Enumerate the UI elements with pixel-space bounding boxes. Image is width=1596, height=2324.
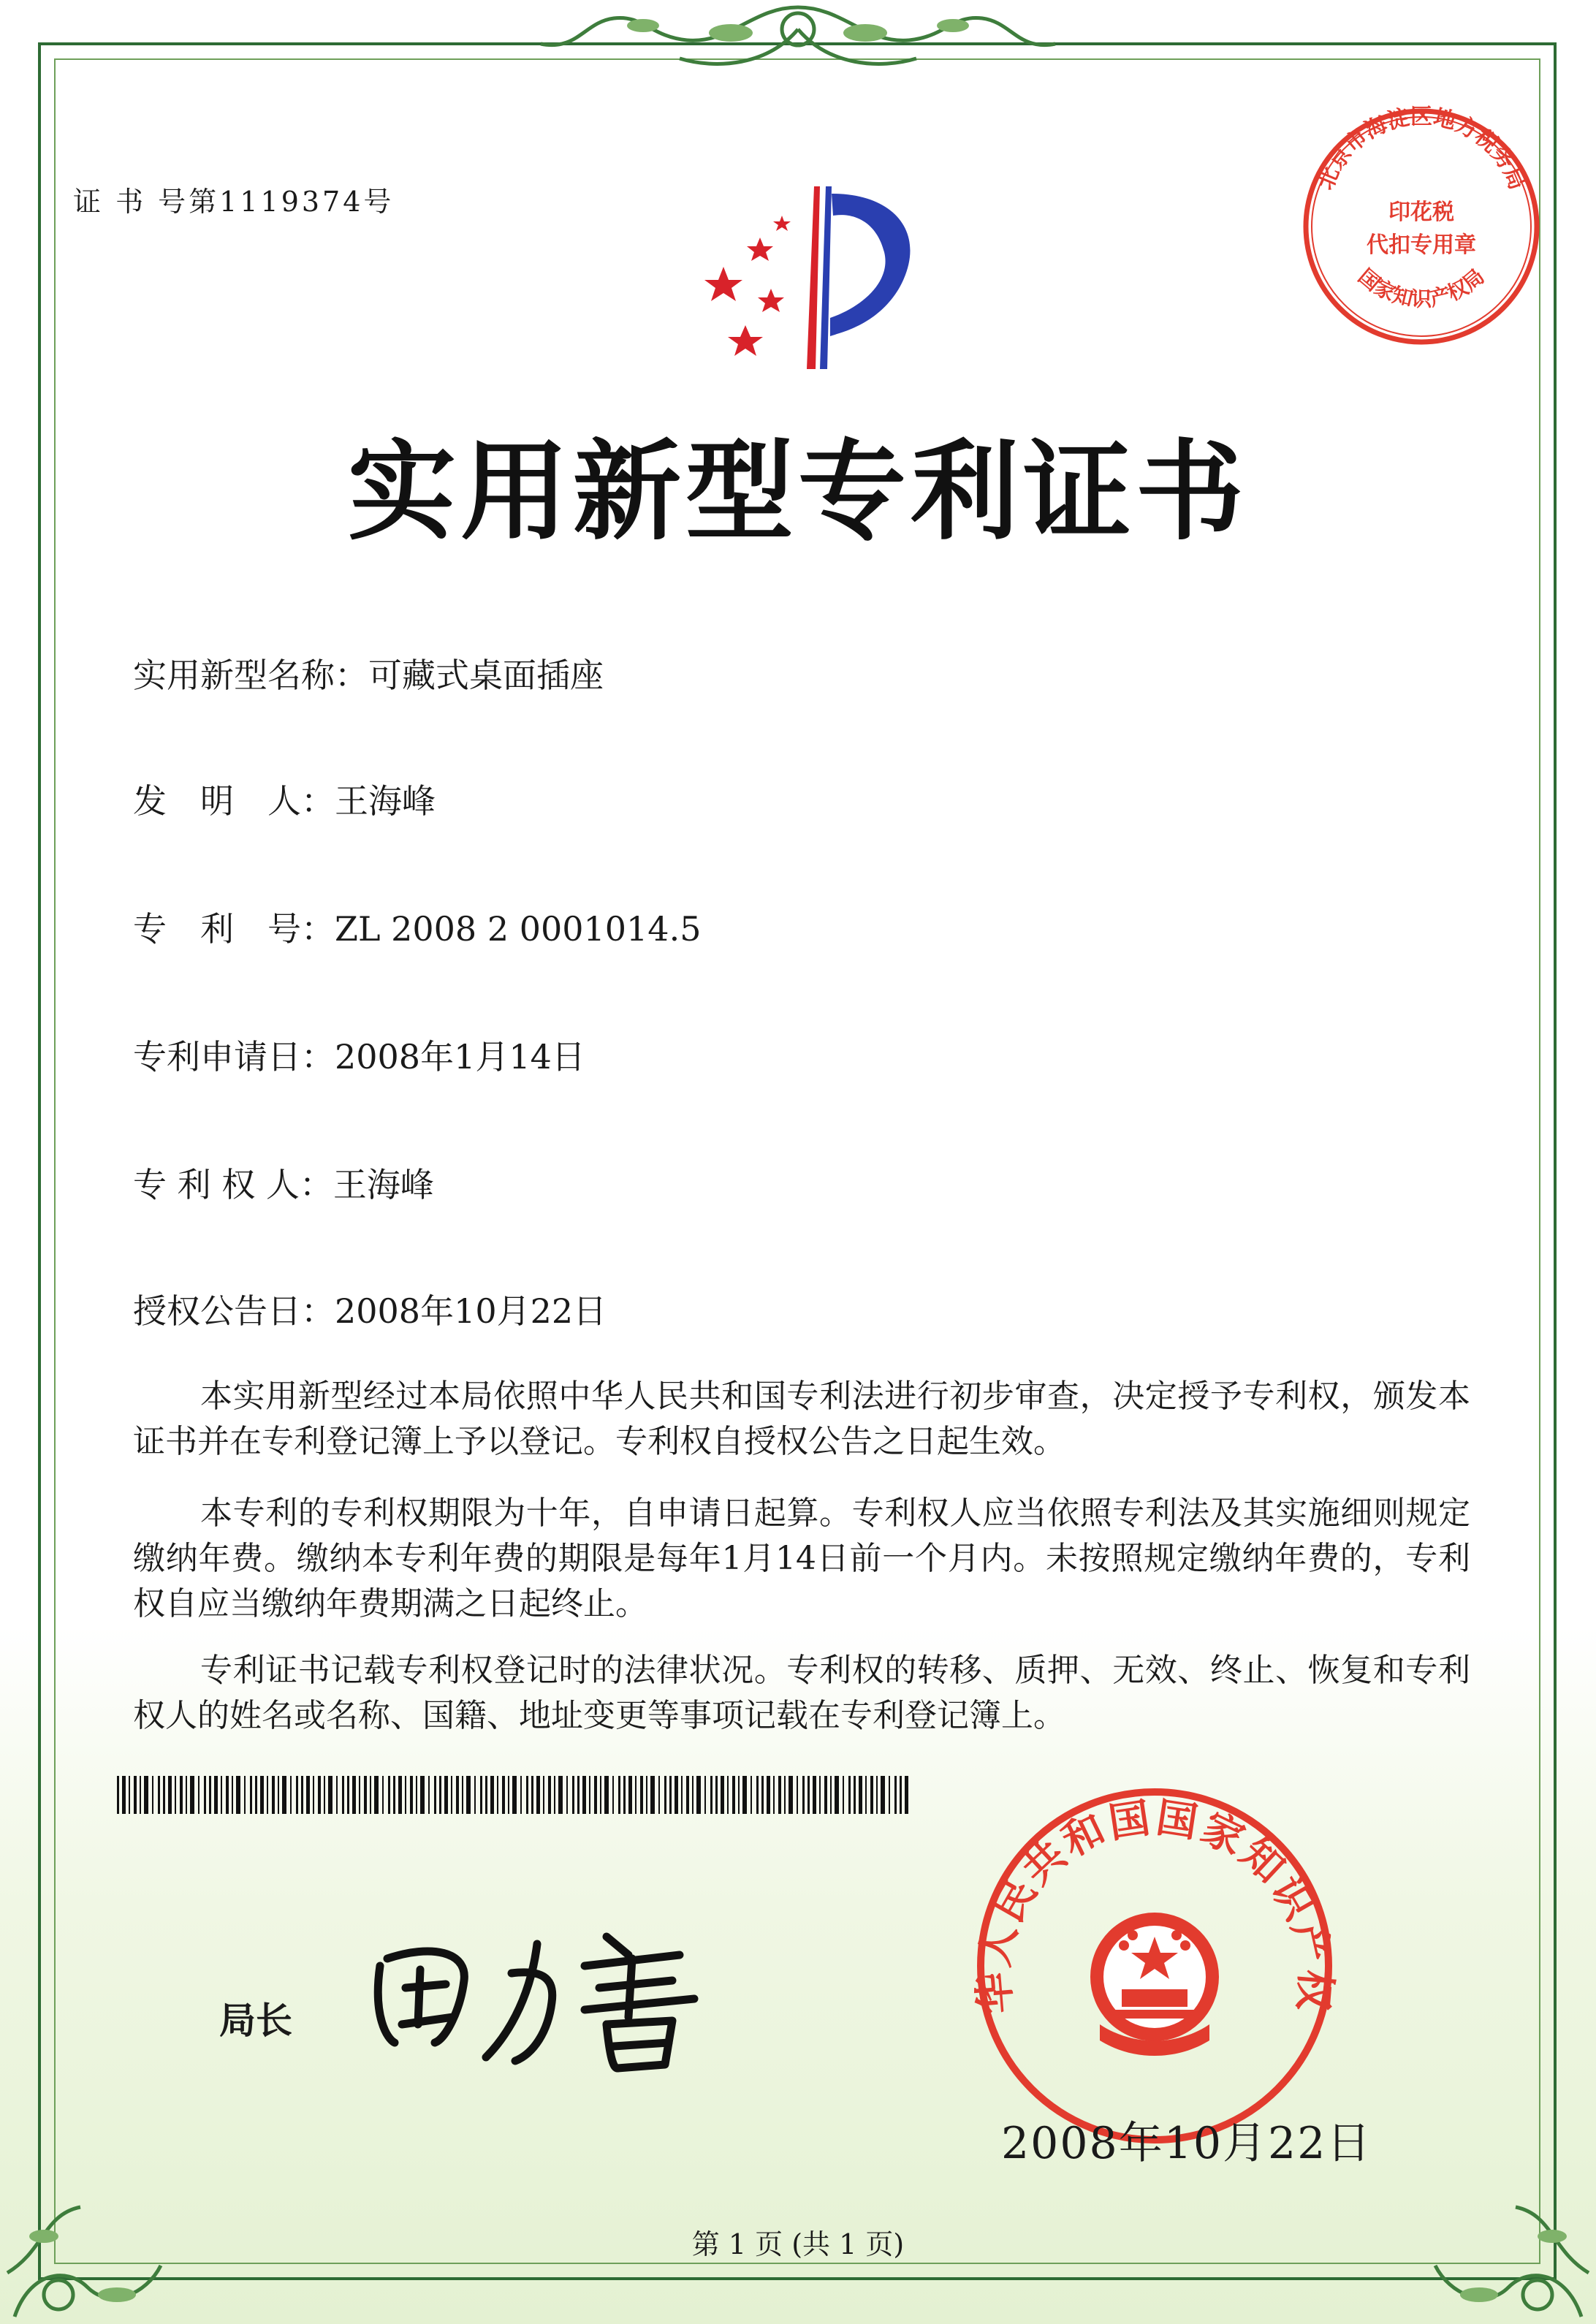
field-grant-date (133, 1285, 607, 1333)
paragraph-legal-status: 专利证书记载专利权登记时的法律状况。专利权的转移、质押、无效、终止、恢复和专利权人的姓名或名称、国籍、地址变更等事项记载在专利登记簿上。 (133, 1652, 1470, 1734)
field-inventor (133, 775, 436, 823)
paragraph-term: 本专利的专利权期限为十年，自申请日起算。专利权人应当依照专利法及其实施细则规定缴纳年费。缴纳本专利年费的期限是每年1月14日前一个月内。未按照规定缴纳年费的，专利权自应当缴纳年费期满之日起终止。 (133, 1495, 1470, 1622)
field-value: 2008年10月22日 (335, 1291, 607, 1331)
field-value: 王海峰 (332, 1165, 434, 1204)
national-emblem-icon (1090, 1913, 1219, 2056)
field-label: 授权公告日： (133, 1291, 335, 1331)
certificate-number: 证 书 号第1119374号 (73, 186, 395, 218)
field-patent-number (133, 903, 701, 951)
gov-seal-text: 华人民共和国国家知识产权 (972, 1793, 1337, 2016)
tax-seal (1297, 102, 1546, 351)
svg-text:国家知识产权局 (1353, 264, 1489, 311)
certificate-title: 实用新型专利证书 (348, 428, 1248, 555)
director-label: 局长 (219, 1999, 292, 2042)
field-label: 实用新型名称： (133, 656, 368, 695)
field-value: ZL 2008 2 0001014.5 (335, 909, 702, 949)
field-patentee (133, 1158, 434, 1207)
field-value: 王海峰 (335, 781, 436, 821)
national-ip-office-seal (972, 1783, 1337, 2149)
tax-seal-inner-1: 印花税 (1388, 200, 1454, 225)
tax-seal-inner-2: 代扣专用章 (1367, 232, 1476, 258)
svg-text:北京市海淀区地方税务局 (1312, 104, 1530, 193)
top-ornament (512, 0, 1084, 80)
barcode (117, 1776, 913, 1814)
field-value: 可藏式桌面插座 (368, 656, 604, 695)
field-label: 发 明 人： (133, 781, 335, 821)
paragraph-grant: 本实用新型经过本局依照中华人民共和国专利法进行初步审查，决定授予专利权，颁发本证书并在专利登记簿上予以登记。专利权自授权公告之日起生效。 (133, 1378, 1470, 1460)
tax-seal-outer-text: 北京市海淀区地方税务局 (1312, 104, 1530, 194)
field-utility-model-name (133, 649, 604, 697)
tax-seal-bottom-text: 国家知识产权局 (1353, 264, 1489, 311)
patent-office-logo (658, 172, 935, 384)
director-signature (365, 1915, 745, 2076)
field-value: 2008年1月14日 (335, 1037, 585, 1076)
field-application-date (133, 1030, 585, 1079)
page-info: 第 1 页 (共 1 页) (691, 2228, 905, 2260)
issue-date: 2008年10月22日 (1001, 2118, 1372, 2169)
field-label: 专利申请日： (133, 1037, 335, 1076)
field-label: 专 利 权 人： (133, 1165, 333, 1204)
field-label: 专 利 号： (133, 909, 335, 949)
